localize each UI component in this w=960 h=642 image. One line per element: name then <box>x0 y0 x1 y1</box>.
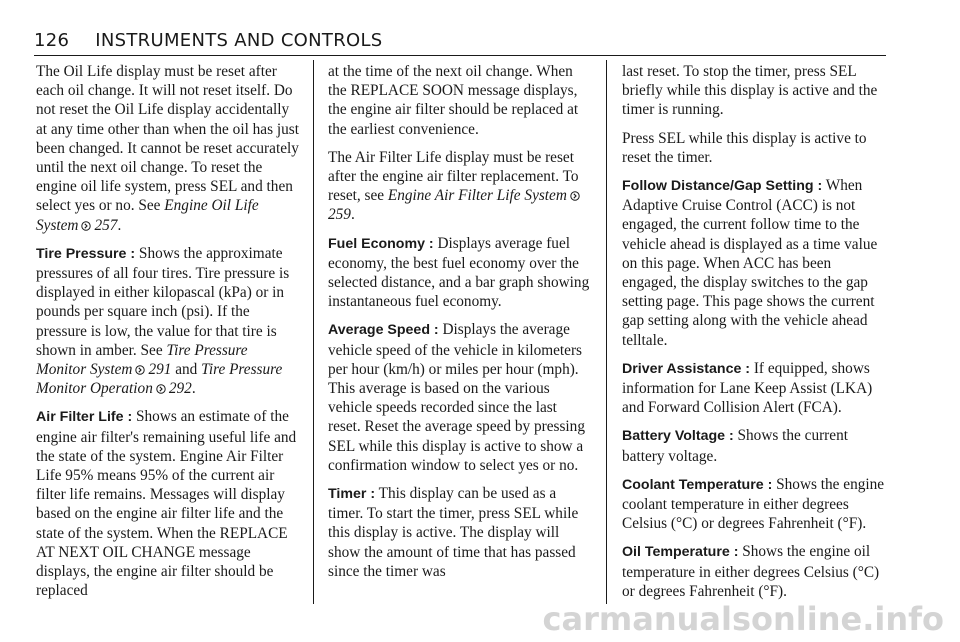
average-speed-paragraph: Average Speed : Displays the average vehicle speed of the vehicle in kilometers per hour (km/h) or miles per hour (mph). This average is based on the various vehicle speeds recorded since the last reset. Reset the average speed by pressing SEL while this display is active to show a confirmation window to select yes or no. <box>328 321 585 474</box>
air-filter-life-title: Air Filter Life : <box>36 409 133 426</box>
oil-temperature-paragraph: Oil Temperature : Shows the engine oil temperature in either degrees Celsius (°C) or degrees Fahrenheit (°F). <box>622 543 880 600</box>
page-reference-arrow-icon <box>156 384 166 394</box>
fuel-economy-title: Fuel Economy : <box>328 235 434 252</box>
air-filter-reset-paragraph: The Air Filter Life display must be reset after the engine air filter replacement. To reset, see Engine Air Filter Life System 259. <box>328 148 579 224</box>
page-header <box>34 30 886 56</box>
header-rule <box>34 55 886 56</box>
average-speed-title: Average Speed : <box>328 322 439 339</box>
page-ref-291[interactable]: 291 <box>148 361 172 379</box>
page-ref-259[interactable]: 259 <box>328 206 351 224</box>
timer-reset-paragraph: Press SEL while this display is active to reset the timer. <box>622 129 867 166</box>
engine-air-filter-life-system-link[interactable]: Engine Air Filter Life System <box>387 187 567 205</box>
column-2 <box>328 62 592 590</box>
timer-paragraph: Timer : This display can be used as a timer. To start the timer, press SEL while this display is active. The display will show the amount of time that has passed since the timer was <box>328 485 579 580</box>
air-filter-life-paragraph: Air Filter Life : Shows an estimate of the engine air filter's remaining useful life and the state of the system. Engine Air Filter Life 95% means 95% of the current air filter life remains. Messages will display based on the engine air filter life and the state of the system. When the REPLACE AT NEXT OIL CHANGE message displays, the engine air filter should be replaced <box>36 408 297 600</box>
follow-distance-paragraph: Follow Distance/Gap Setting : When Adaptive Cruise Control (ACC) is not engaged, the current follow time to the vehicle ahead is displayed as a time value on this page. When ACC has been engaged, the display switches to the gap setting page. This page shows the current gap setting along with the vehicle ahead telltale. <box>622 177 878 349</box>
driver-assistance-title: Driver Assistance : <box>622 360 751 377</box>
column-3 <box>622 62 886 610</box>
column-divider-2 <box>606 60 607 604</box>
tire-pressure-monitor-operation-link[interactable]: Tire Pressure Monitor Operation <box>36 361 283 398</box>
footer <box>0 600 960 642</box>
tire-pressure-monitor-system-link[interactable]: Tire Pressure Monitor System <box>36 341 248 379</box>
oil-life-reset-paragraph: The Oil Life display must be reset after each oil change. It will not reset itself. Do not reset the Oil Life display accidentally at any time other than when the oil has just been changed. It cannot be reset accurately until the next oil change. To reset the engine oil life system, press SEL and then select yes or no. See Engine Oil Life System 257. <box>36 63 299 234</box>
column-divider-1 <box>313 60 314 604</box>
column-1 <box>36 62 300 609</box>
driver-assistance-paragraph: Driver Assistance : If equipped, shows information for Lane Keep Assist (LKA) and Forward Collision Alert (FCA). <box>622 359 873 417</box>
oil-temperature-title: Oil Temperature : <box>622 544 739 561</box>
page-ref-257[interactable]: 257 <box>94 216 118 234</box>
page-reference-arrow-icon <box>81 221 91 231</box>
fuel-economy-paragraph: Fuel Economy : Displays average fuel economy, the best fuel economy over the selected distance, and a bar graph showing instantaneous fuel economy. <box>328 234 590 311</box>
tire-pressure-title: Tire Pressure : <box>36 245 136 262</box>
coolant-temperature-title: Coolant Temperature : <box>622 476 773 493</box>
timer-continued-paragraph: last reset. To stop the timer, press SEL briefly while this display is active and the timer is running. <box>622 63 878 119</box>
engine-oil-life-system-link[interactable]: Engine Oil Life System <box>36 197 259 234</box>
follow-distance-title: Follow Distance/Gap Setting : <box>622 178 823 195</box>
section-title: INSTRUMENTS AND CONTROLS <box>95 30 383 51</box>
air-filter-continued-paragraph: at the time of the next oil change. When the REPLACE SOON message displays, the engine air filter should be replaced at the earliest convenience. <box>328 63 579 138</box>
page-number: 126 <box>34 30 70 51</box>
page-ref-292[interactable]: 292 <box>168 380 192 398</box>
watermark: carmanualsonline.info <box>542 600 944 638</box>
battery-voltage-title: Battery Voltage : <box>622 428 734 445</box>
coolant-temperature-paragraph: Coolant Temperature : Shows the engine coolant temperature in either degrees Celsius (°C) or degrees Fahrenheit (°F). <box>622 475 885 533</box>
tire-pressure-paragraph: Tire Pressure : Shows the approximate pressures of all four tires. Tire pressure is displayed in either kilopascal (kPa) or in pounds per square inch (psi). If the pressure is low, the value for that tire is shown in amber. See Tire Pressure Monitor System 291 and Tire Pressure Monitor Operation 292. <box>36 244 290 398</box>
page-reference-arrow-icon <box>135 365 145 375</box>
battery-voltage-paragraph: Battery Voltage : Shows the current battery voltage. <box>622 427 848 465</box>
timer-title: Timer : <box>328 486 376 503</box>
page-reference-arrow-icon <box>570 191 580 201</box>
